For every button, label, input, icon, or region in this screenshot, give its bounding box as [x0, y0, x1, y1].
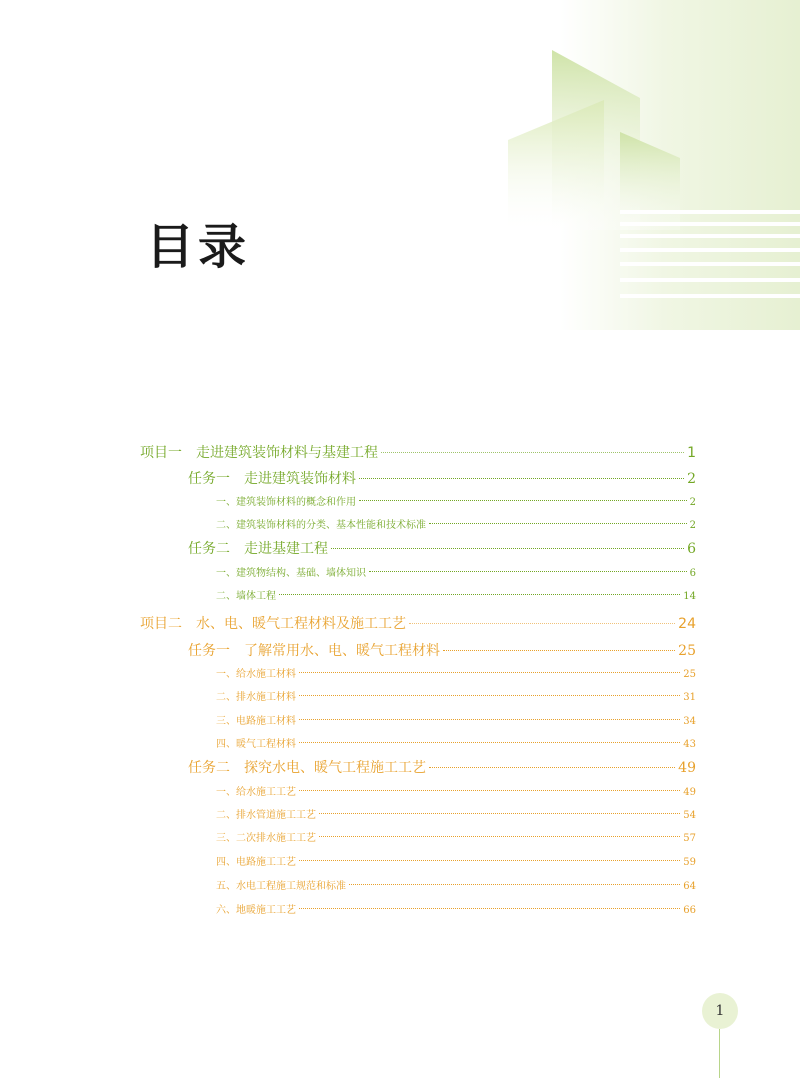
leader-dots — [369, 571, 687, 572]
toc-page: 14 — [683, 591, 696, 602]
leader-dots — [299, 719, 680, 720]
toc-label: 任务二 探究水电、暖气工程施工工艺 — [188, 760, 426, 776]
toc-label: 任务二 走进基建工程 — [188, 541, 328, 557]
toc-label: 二、排水管道施工工艺 — [216, 810, 316, 821]
leader-dots — [381, 452, 684, 453]
toc-page: 25 — [678, 643, 696, 659]
leader-dots — [299, 695, 680, 696]
toc-page: 2 — [689, 497, 696, 508]
toc-item[interactable] — [216, 901, 696, 916]
toc-page: 59 — [683, 857, 696, 868]
page-number: 1 — [702, 993, 738, 1029]
leader-dots — [359, 500, 687, 501]
toc-item[interactable] — [216, 829, 696, 844]
toc-page: 49 — [678, 760, 696, 776]
leader-dots — [319, 836, 680, 837]
leader-dots — [409, 623, 675, 624]
toc-page: 6 — [687, 541, 696, 557]
toc-item[interactable] — [216, 493, 696, 508]
toc-task-2-2[interactable] — [188, 757, 696, 777]
toc-page: 6 — [689, 568, 696, 579]
leader-dots — [299, 860, 680, 861]
toc-item[interactable] — [216, 806, 696, 821]
toc-project-2[interactable] — [140, 613, 696, 633]
leader-dots — [331, 548, 684, 549]
toc-item[interactable] — [216, 735, 696, 750]
toc-page: 57 — [683, 833, 696, 844]
toc-project-1[interactable] — [140, 442, 696, 462]
toc-page: 49 — [683, 787, 696, 798]
toc-item[interactable] — [216, 877, 696, 892]
page-number-stem — [719, 1029, 720, 1078]
toc-item[interactable] — [216, 587, 696, 602]
page-title: 目录 — [146, 219, 251, 275]
toc-item[interactable] — [216, 712, 696, 727]
leader-dots — [299, 790, 680, 791]
toc-page: 25 — [683, 669, 696, 680]
leader-dots — [299, 742, 680, 743]
leader-dots — [443, 650, 675, 651]
toc-page: 64 — [683, 881, 696, 892]
toc-item[interactable] — [216, 853, 696, 868]
toc-label: 四、电路施工工艺 — [216, 857, 296, 868]
toc-label: 六、地暖施工工艺 — [216, 905, 296, 916]
toc-task-2-1[interactable] — [188, 640, 696, 660]
leader-dots — [299, 908, 680, 909]
toc-item[interactable] — [216, 516, 696, 531]
toc-label: 项目一 走进建筑装饰材料与基建工程 — [140, 445, 378, 461]
toc-label: 一、建筑装饰材料的概念和作用 — [216, 497, 356, 508]
toc-label: 一、建筑物结构、基础、墙体知识 — [216, 568, 366, 579]
leader-dots — [319, 813, 680, 814]
toc-label: 二、排水施工材料 — [216, 692, 296, 703]
toc-label: 二、墙体工程 — [216, 591, 276, 602]
toc-page: 2 — [687, 471, 696, 487]
toc-label: 任务一 了解常用水、电、暖气工程材料 — [188, 643, 440, 659]
toc-label: 任务一 走进建筑装饰材料 — [188, 471, 356, 487]
toc-item[interactable] — [216, 783, 696, 798]
toc-label: 一、给水施工材料 — [216, 669, 296, 680]
toc-item[interactable] — [216, 688, 696, 703]
toc-label: 二、建筑装饰材料的分类、基本性能和技术标准 — [216, 520, 426, 531]
toc-page: 1 — [687, 445, 696, 461]
toc-page: 2 — [689, 520, 696, 531]
leader-dots — [349, 884, 680, 885]
leader-dots — [429, 523, 687, 524]
leader-dots — [279, 594, 680, 595]
toc-item[interactable] — [216, 665, 696, 680]
toc-page: 43 — [683, 739, 696, 750]
toc-page: 31 — [683, 692, 696, 703]
toc-task-1-2[interactable] — [188, 538, 696, 558]
leader-dots — [359, 478, 684, 479]
toc-label: 三、二次排水施工工艺 — [216, 833, 316, 844]
leader-dots — [299, 672, 680, 673]
toc-item[interactable] — [216, 564, 696, 579]
toc-label: 三、电路施工材料 — [216, 716, 296, 727]
toc-page: 24 — [678, 616, 696, 632]
toc-label: 项目二 水、电、暖气工程材料及施工工艺 — [140, 616, 406, 632]
toc-label: 四、暖气工程材料 — [216, 739, 296, 750]
toc-label: 五、水电工程施工规范和标准 — [216, 881, 346, 892]
toc-page: 66 — [683, 905, 696, 916]
toc-task-1-1[interactable] — [188, 468, 696, 488]
toc-page: 54 — [683, 810, 696, 821]
toc-page: 34 — [683, 716, 696, 727]
leader-dots — [429, 767, 675, 768]
toc-label: 一、给水施工工艺 — [216, 787, 296, 798]
